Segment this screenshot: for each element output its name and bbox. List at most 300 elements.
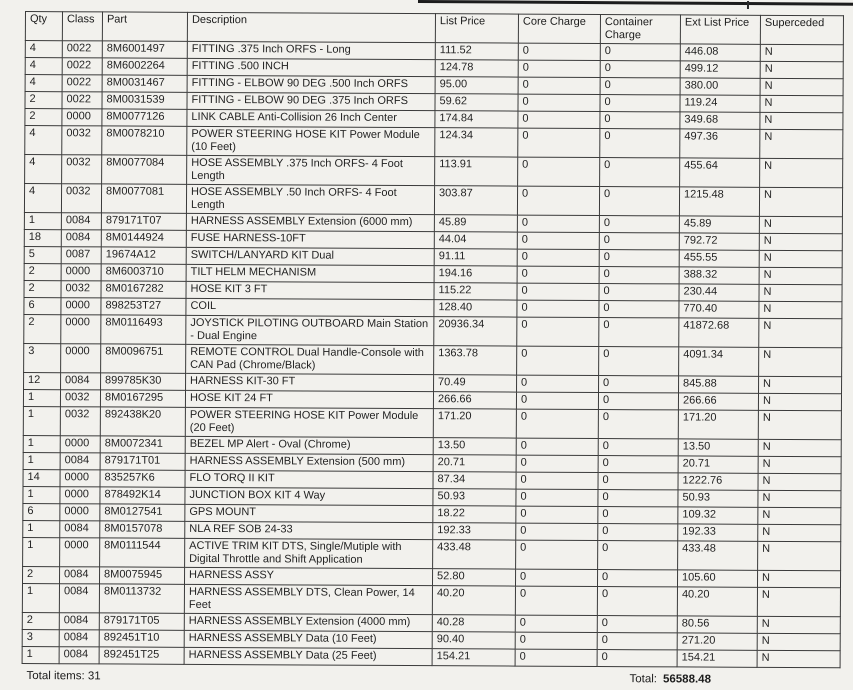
cell-list-price: 124.78	[435, 60, 518, 77]
cell-qty: 6	[24, 297, 61, 314]
cell-description: HARNESS KIT-30 FT	[186, 373, 434, 391]
cell-list-price: 115.22	[434, 283, 517, 300]
cell-part: 899785K30	[101, 373, 186, 390]
cell-container-charge: 0	[600, 61, 680, 78]
cell-superceded: N	[758, 541, 841, 570]
cell-class: 0022	[62, 75, 102, 92]
cell-ext-list-price: 388.32	[679, 267, 759, 284]
cell-description: HARNESS ASSEMBLY Data (10 Feet)	[184, 630, 432, 648]
cell-core-charge: 0	[517, 186, 599, 215]
cell-description: HOSE KIT 24 FT	[185, 390, 433, 408]
header-row	[25, 12, 843, 45]
cell-container-charge: 0	[600, 44, 680, 61]
cell-ext-list-price: 119.24	[680, 95, 760, 112]
cell-qty: 4	[25, 155, 62, 184]
cell-qty: 1	[23, 435, 60, 452]
cell-description: LINK CABLE Anti-Collision 26 Inch Center	[187, 109, 435, 127]
cell-description: HOSE KIT 3 FT	[186, 281, 434, 299]
cell-part: 8M0096751	[101, 344, 186, 373]
cell-part: 8M0167282	[101, 281, 186, 298]
table-row	[23, 537, 841, 570]
cell-container-charge: 0	[600, 112, 680, 129]
cell-part: 835257K6	[100, 470, 185, 487]
cell-part: 8M6002264	[102, 58, 187, 75]
cell-class: 0022	[62, 58, 102, 75]
cell-part: 8M0167295	[100, 390, 185, 407]
cell-ext-list-price: 845.88	[679, 376, 759, 393]
cell-part: 879171T05	[99, 613, 184, 630]
cell-description: FITTING - ELBOW 90 DEG .375 Inch ORFS	[187, 92, 435, 110]
cell-description: GPS MOUNT	[185, 504, 433, 522]
cell-class: 0032	[62, 126, 102, 155]
cell-part: 892451T10	[99, 630, 184, 647]
cell-list-price: 111.52	[435, 43, 518, 60]
cell-ext-list-price: 792.72	[679, 233, 759, 250]
cell-part: 8M0078210	[102, 126, 187, 155]
cell-class: 0000	[60, 470, 100, 487]
cell-superceded: N	[760, 44, 843, 61]
cell-class: 0084	[59, 647, 99, 664]
cell-ext-list-price: 192.33	[678, 524, 758, 541]
cell-part: 892451T25	[99, 647, 184, 664]
cell-description: REMOTE CONTROL Dual Handle-Console with CAN Pad (Chrome/Black)	[186, 344, 434, 374]
cell-class: 0000	[60, 487, 100, 504]
cell-description: HARNESS ASSEMBLY Extension (4000 mm)	[184, 613, 432, 631]
cell-qty: 1	[23, 537, 60, 566]
cell-superceded: N	[757, 570, 840, 587]
cell-description: HARNESS ASSEMBLY DTS, Clean Power, 14 Feet	[184, 584, 432, 614]
cell-list-price: 171.20	[433, 409, 516, 438]
cell-qty: 4	[25, 126, 62, 155]
cell-ext-list-price: 266.66	[678, 393, 758, 410]
table-row	[24, 314, 842, 347]
table-row	[24, 184, 842, 217]
cell-core-charge: 0	[518, 157, 600, 186]
cell-description: FITTING - ELBOW 90 DEG .500 Inch ORFS	[187, 75, 435, 93]
cell-description: TILT HELM MECHANISM	[186, 264, 434, 282]
column-header-superceded: Superceded	[760, 15, 843, 44]
cell-qty: 1	[23, 452, 60, 469]
column-header-description: Description	[187, 12, 435, 42]
cell-description: HOSE ASSEMBLY .375 Inch ORFS- 4 Foot Length	[187, 155, 435, 185]
cell-ext-list-price: 80.56	[677, 616, 757, 633]
cell-class: 0032	[61, 184, 101, 213]
column-header-class: Class	[62, 12, 102, 41]
cell-description: NLA REF SOB 24-33	[185, 521, 433, 539]
cell-list-price: 154.21	[432, 649, 515, 666]
cell-container-charge: 0	[600, 95, 680, 112]
cell-core-charge: 0	[517, 346, 599, 375]
cell-list-price: 192.33	[433, 523, 516, 540]
cell-class: 0032	[62, 155, 102, 184]
cell-class: 0032	[60, 407, 100, 436]
cell-list-price: 90.40	[432, 632, 515, 649]
cell-part: 8M0111544	[100, 538, 185, 567]
cell-description: COIL	[186, 298, 434, 316]
cell-core-charge: 0	[515, 586, 597, 615]
cell-superceded: N	[757, 633, 840, 650]
cell-superceded: N	[758, 473, 841, 490]
cell-ext-list-price: 770.40	[679, 301, 759, 318]
cell-list-price: 20936.34	[434, 317, 517, 346]
cell-container-charge: 0	[598, 507, 678, 524]
cell-part: 879171T01	[100, 453, 185, 470]
cell-superceded: N	[760, 158, 843, 187]
table-row	[25, 126, 843, 159]
cell-list-price: 95.00	[435, 77, 518, 94]
cell-class: 0084	[61, 213, 101, 230]
cell-ext-list-price: 380.00	[680, 78, 760, 95]
cell-superceded: N	[760, 78, 843, 95]
cell-list-price: 70.49	[434, 375, 517, 392]
cell-core-charge: 0	[517, 249, 599, 266]
cell-core-charge: 0	[515, 615, 597, 632]
cell-part: 8M0031467	[102, 75, 187, 92]
column-header-part: Part	[102, 12, 187, 41]
cell-part: 8M0072341	[100, 436, 185, 453]
cell-container-charge: 0	[599, 284, 679, 301]
table-row	[25, 155, 843, 188]
cell-class: 0000	[60, 504, 100, 521]
cell-list-price: 174.84	[435, 111, 518, 128]
cell-class: 0000	[61, 264, 101, 281]
cell-qty: 2	[25, 92, 62, 109]
cell-superceded: N	[759, 250, 842, 267]
cell-ext-list-price: 50.93	[678, 490, 758, 507]
cell-list-price: 40.20	[432, 586, 515, 615]
cell-list-price: 194.16	[434, 266, 517, 283]
cell-ext-list-price: 13.50	[678, 439, 758, 456]
cell-superceded: N	[759, 267, 842, 284]
cell-class: 0000	[61, 315, 101, 344]
cell-ext-list-price: 105.60	[677, 570, 757, 587]
cell-description: HARNESS ASSEMBLY Extension (500 mm)	[185, 453, 433, 471]
cell-core-charge: 0	[516, 506, 598, 523]
cell-ext-list-price: 349.68	[680, 112, 760, 129]
cell-container-charge: 0	[597, 633, 677, 650]
cell-part: 8M0116493	[101, 315, 186, 344]
cell-container-charge: 0	[599, 267, 679, 284]
cell-container-charge: 0	[599, 318, 679, 347]
cell-qty: 2	[22, 612, 59, 629]
cell-list-price: 50.93	[433, 489, 516, 506]
column-header-container-charge: Container Charge	[600, 15, 680, 44]
cell-ext-list-price: 1215.48	[679, 187, 759, 216]
cell-ext-list-price: 154.21	[677, 650, 757, 667]
cell-part: 8M0113732	[99, 584, 184, 613]
grand-total	[629, 673, 711, 685]
cell-class: 0000	[60, 538, 100, 567]
column-header-qty: Qty	[25, 12, 62, 41]
cell-container-charge: 0	[597, 650, 677, 667]
cell-qty: 4	[25, 75, 62, 92]
table-row	[22, 646, 840, 667]
cell-qty: 1	[23, 520, 60, 537]
cell-superceded: N	[758, 439, 841, 456]
cell-ext-list-price: 40.20	[677, 587, 757, 616]
cell-class: 0000	[61, 344, 101, 373]
column-header-ext-list-price: Ext List Price	[680, 15, 760, 44]
cell-class: 0022	[62, 92, 102, 109]
cell-container-charge: 0	[597, 570, 677, 587]
cell-superceded: N	[758, 507, 841, 524]
cell-qty: 2	[24, 263, 61, 280]
cell-qty: 2	[24, 280, 61, 297]
scan-artifact-tick	[747, 1, 749, 9]
cell-qty: 1	[23, 389, 60, 406]
cell-list-price: 1363.78	[434, 346, 517, 375]
cell-container-charge: 0	[599, 233, 679, 250]
cell-class: 0084	[61, 373, 101, 390]
cell-container-charge: 0	[598, 439, 678, 456]
cell-qty: 2	[24, 314, 61, 343]
cell-class: 0084	[59, 584, 99, 613]
cell-ext-list-price: 109.32	[678, 507, 758, 524]
cell-part: 19674A12	[101, 247, 186, 264]
cell-qty: 3	[22, 629, 59, 646]
cell-part: 892438K20	[100, 407, 185, 436]
cell-class: 0084	[60, 453, 100, 470]
cell-description: FUSE HARNESS-10FT	[186, 230, 434, 248]
cell-class: 0084	[60, 567, 100, 584]
cell-class: 0032	[61, 281, 101, 298]
cell-container-charge: 0	[599, 347, 679, 376]
cell-description: ACTIVE TRIM KIT DTS, Single/Mutiple with Digital Throttle and Shift Application	[185, 538, 433, 568]
cell-description: SWITCH/LANYARD KIT Dual	[186, 247, 434, 265]
total-items-label: Total items: 31	[26, 670, 101, 683]
cell-list-price: 45.89	[434, 215, 517, 232]
cell-core-charge: 0	[517, 283, 599, 300]
cell-core-charge: 0	[516, 540, 598, 569]
cell-container-charge: 0	[600, 158, 680, 187]
cell-description: HOSE ASSEMBLY .50 Inch ORFS- 4 Foot Length	[186, 184, 434, 214]
table-row	[22, 583, 840, 616]
cell-description: POWER STEERING HOSE KIT Power Module (10 Feet)	[187, 126, 435, 156]
cell-core-charge: 0	[517, 232, 599, 249]
table-row	[23, 406, 841, 439]
cell-superceded: N	[757, 650, 840, 667]
cell-ext-list-price: 271.20	[677, 633, 757, 650]
cell-description: FLO TORQ II KIT	[185, 470, 433, 488]
cell-ext-list-price: 171.20	[678, 410, 758, 439]
cell-ext-list-price: 455.64	[680, 158, 760, 187]
cell-class: 0000	[60, 436, 100, 453]
cell-core-charge: 0	[516, 523, 598, 540]
cell-superceded: N	[759, 347, 842, 376]
cell-class: 0084	[59, 630, 99, 647]
cell-superceded: N	[758, 393, 841, 410]
cell-superceded: N	[759, 284, 842, 301]
cell-part: 879171T07	[101, 213, 186, 230]
cell-part: 8M0077084	[102, 155, 187, 184]
cell-core-charge: 0	[516, 409, 598, 438]
column-header-list-price: List Price	[435, 14, 518, 43]
cell-ext-list-price: 455.55	[679, 250, 759, 267]
cell-ext-list-price: 4091.34	[679, 347, 759, 376]
cell-superceded: N	[759, 318, 842, 347]
cell-qty: 18	[24, 229, 61, 246]
cell-description: FITTING .500 INCH	[187, 58, 435, 76]
cell-container-charge: 0	[598, 541, 678, 570]
cell-superceded: N	[760, 129, 843, 158]
cell-qty: 2	[25, 109, 62, 126]
cell-core-charge: 0	[516, 438, 598, 455]
cell-container-charge: 0	[597, 616, 677, 633]
cell-list-price: 59.62	[435, 94, 518, 111]
cell-part: 8M0075945	[100, 567, 185, 584]
cell-part: 8M0077126	[102, 109, 187, 126]
cell-core-charge: 0	[516, 455, 598, 472]
cell-container-charge: 0	[599, 301, 679, 318]
cell-superceded: N	[757, 616, 840, 633]
cell-container-charge: 0	[597, 587, 677, 616]
cell-description: HARNESS ASSEMBLY Data (25 Feet)	[184, 647, 432, 665]
cell-description: JUNCTION BOX KIT 4 Way	[185, 487, 433, 505]
cell-list-price: 44.04	[434, 232, 517, 249]
cell-part: 878492K14	[100, 487, 185, 504]
cell-qty: 2	[23, 566, 60, 583]
cell-container-charge: 0	[599, 250, 679, 267]
cell-class: 0032	[60, 390, 100, 407]
cell-description: POWER STEERING HOSE KIT Power Module (20 Feet)	[185, 407, 433, 437]
cell-ext-list-price: 45.89	[679, 216, 759, 233]
cell-core-charge: 0	[517, 375, 599, 392]
cell-superceded: N	[758, 524, 841, 541]
cell-superceded: N	[760, 112, 843, 129]
cell-core-charge: 0	[516, 489, 598, 506]
cell-container-charge: 0	[600, 78, 680, 95]
cell-list-price: 113.91	[435, 157, 518, 186]
cell-class: 0022	[62, 41, 102, 58]
cell-container-charge: 0	[599, 216, 679, 233]
cell-ext-list-price: 41872.68	[679, 318, 759, 347]
cell-list-price: 40.28	[432, 615, 515, 632]
cell-core-charge: 0	[516, 392, 598, 409]
cell-qty: 12	[24, 372, 61, 389]
cell-list-price: 20.71	[433, 455, 516, 472]
cell-core-charge: 0	[518, 111, 600, 128]
cell-core-charge: 0	[517, 215, 599, 232]
cell-part: 8M0127541	[100, 504, 185, 521]
cell-superceded: N	[759, 216, 842, 233]
cell-core-charge: 0	[517, 317, 599, 346]
cell-ext-list-price: 1222.76	[678, 473, 758, 490]
cell-ext-list-price: 433.48	[678, 541, 758, 570]
cell-core-charge: 0	[517, 300, 599, 317]
cell-container-charge: 0	[598, 393, 678, 410]
cell-part: 8M6003710	[101, 264, 186, 281]
cell-qty: 6	[23, 503, 60, 520]
cell-qty: 4	[24, 184, 61, 213]
cell-list-price: 128.40	[434, 300, 517, 317]
cell-core-charge: 0	[517, 266, 599, 283]
parts-table	[22, 11, 844, 668]
cell-list-price: 18.22	[433, 506, 516, 523]
grand-total-value: 56588.48	[662, 673, 712, 686]
cell-core-charge: 0	[518, 77, 600, 94]
cell-core-charge: 0	[515, 649, 597, 666]
column-header-core-charge: Core Charge	[518, 14, 600, 43]
cell-description: HARNESS ASSY	[185, 567, 433, 585]
cell-superceded: N	[759, 187, 842, 216]
cell-container-charge: 0	[598, 456, 678, 473]
cell-part: 8M0077081	[101, 184, 186, 213]
cell-ext-list-price: 446.08	[680, 44, 760, 61]
table-row	[24, 343, 842, 376]
cell-qty: 1	[22, 646, 59, 663]
cell-class: 0000	[62, 109, 102, 126]
cell-superceded: N	[758, 410, 841, 439]
cell-list-price: 124.34	[435, 128, 518, 157]
cell-core-charge: 0	[518, 94, 600, 111]
cell-description: FITTING .375 Inch ORFS - Long	[187, 41, 435, 59]
cell-ext-list-price: 230.44	[679, 284, 759, 301]
cell-description: BEZEL MP Alert - Oval (Chrome)	[185, 436, 433, 454]
cell-list-price: 52.80	[432, 569, 515, 586]
cell-core-charge: 0	[516, 472, 598, 489]
cell-part: 8M0031539	[102, 92, 187, 109]
cell-qty: 4	[25, 41, 62, 58]
cell-part: 8M0144924	[101, 230, 186, 247]
cell-superceded: N	[759, 376, 842, 393]
cell-qty: 1	[22, 583, 59, 612]
cell-ext-list-price: 20.71	[678, 456, 758, 473]
scanned-parts-list	[21, 11, 843, 690]
cell-part: 898253T27	[101, 298, 186, 315]
cell-qty: 14	[23, 469, 60, 486]
cell-qty: 1	[24, 212, 61, 229]
cell-class: 0084	[61, 230, 101, 247]
cell-superceded: N	[758, 456, 841, 473]
scan-artifact-line	[418, 0, 853, 5]
cell-list-price: 87.34	[433, 472, 516, 489]
table-footer	[21, 670, 839, 690]
cell-qty: 3	[24, 343, 61, 372]
cell-core-charge: 0	[518, 128, 600, 157]
grand-total-label: Total:	[629, 673, 658, 686]
cell-list-price: 13.50	[433, 438, 516, 455]
cell-list-price: 433.48	[433, 540, 516, 569]
cell-list-price: 266.66	[433, 392, 516, 409]
cell-superceded: N	[757, 587, 840, 616]
cell-superceded: N	[760, 95, 843, 112]
cell-qty: 4	[25, 58, 62, 75]
cell-list-price: 303.87	[434, 186, 517, 215]
cell-part: 8M0157078	[100, 521, 185, 538]
cell-container-charge: 0	[598, 524, 678, 541]
cell-container-charge: 0	[600, 129, 680, 158]
cell-description: HARNESS ASSEMBLY Extension (6000 mm)	[186, 213, 434, 231]
cell-core-charge: 0	[518, 60, 600, 77]
cell-container-charge: 0	[598, 473, 678, 490]
cell-core-charge: 0	[515, 569, 597, 586]
cell-superceded: N	[758, 490, 841, 507]
cell-ext-list-price: 499.12	[680, 61, 760, 78]
cell-container-charge: 0	[599, 376, 679, 393]
cell-qty: 5	[24, 246, 61, 263]
cell-class: 0084	[60, 521, 100, 538]
cell-ext-list-price: 497.36	[680, 129, 760, 158]
cell-core-charge: 0	[518, 43, 600, 60]
cell-superceded: N	[759, 301, 842, 318]
cell-qty: 1	[23, 486, 60, 503]
cell-class: 0087	[61, 247, 101, 264]
cell-container-charge: 0	[598, 490, 678, 507]
cell-class: 0000	[61, 298, 101, 315]
cell-container-charge: 0	[598, 410, 678, 439]
cell-description: JOYSTICK PILOTING OUTBOARD Main Station - Dual Engine	[186, 315, 434, 345]
cell-container-charge: 0	[599, 187, 679, 216]
